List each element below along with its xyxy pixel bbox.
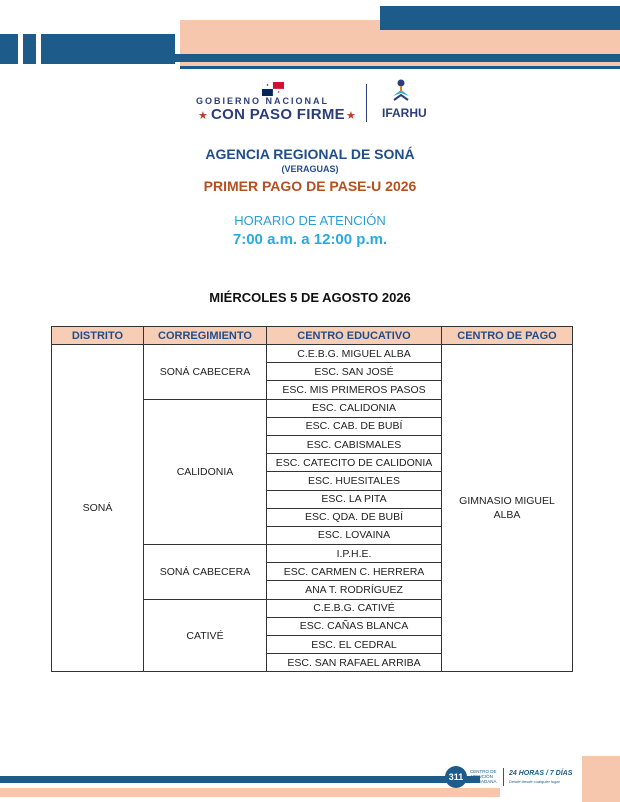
school-cell: C.E.B.G. MIGUEL ALBA [267, 345, 442, 363]
school-cell: C.E.B.G. CATIVÉ [267, 599, 442, 617]
school-cell: ESC. SAN JOSÉ [267, 363, 442, 381]
logo-divider [366, 84, 367, 122]
header-navy-mid-band [150, 54, 620, 62]
table-header-row [52, 327, 573, 345]
school-cell: ESC. LOVAINA [267, 526, 442, 544]
ifarhu-emblem-icon [389, 78, 413, 109]
school-cell: ESC. CAÑAS BLANCA [267, 617, 442, 635]
footer-peach-band [0, 788, 500, 797]
header-thin-line [180, 66, 620, 69]
gov-logo-small-text: GOBIERNO NACIONAL [196, 96, 329, 106]
hours-label: HORARIO DE ATENCIÓN [234, 213, 386, 228]
payment-center-label: GIMNASIO MIGUEL ALBA [459, 495, 555, 522]
table-row [52, 345, 573, 363]
school-cell: ESC. SAN RAFAEL ARRIBA [267, 654, 442, 672]
school-cell: ESC. CAB. DE BUBÍ [267, 417, 442, 435]
footer-divider [503, 768, 504, 786]
footer-center-label: CENTRO DE ATENCIÓN CIUDADANA [470, 769, 497, 784]
school-cell: ESC. CATECITO DE CALIDONIA [267, 454, 442, 472]
column-header-centro-educativo: CENTRO EDUCATIVO [267, 327, 442, 345]
schedule-table [51, 326, 573, 672]
star-icon: ★ [346, 110, 356, 122]
corregimiento-cell: CATIVÉ [144, 599, 267, 672]
column-header-centro-pago: CENTRO DE PAGO [442, 327, 573, 345]
corregimiento-cell: SONÁ CABECERA [144, 545, 267, 600]
school-cell: ESC. CARMEN C. HERRERA [267, 563, 442, 581]
footer-subtext: Desde desde cualquier lugar [509, 779, 560, 784]
school-cell: ESC. CABISMALES [267, 435, 442, 453]
distrito-cell: SONÁ [52, 345, 144, 672]
payment-title: PRIMER PAGO DE PASE-U 2026 [203, 178, 417, 194]
footer-navy-band [0, 776, 480, 783]
footer-corner-block [582, 756, 620, 802]
star-icon: ★ [198, 110, 208, 122]
footer-311-badge: 311 [445, 766, 467, 788]
header-navy-block [0, 34, 175, 64]
header-stripe [36, 34, 41, 64]
header-navy-top-band [380, 6, 620, 30]
schedule-date: MIÉRCOLES 5 DE AGOSTO 2026 [209, 290, 411, 305]
school-cell: ESC. LA PITA [267, 490, 442, 508]
school-cell: ESC. HUESITALES [267, 472, 442, 490]
school-cell: ESC. MIS PRIMEROS PASOS [267, 381, 442, 399]
corregimiento-cell: SONÁ CABECERA [144, 345, 267, 400]
region-subtitle: (VERAGUAS) [281, 164, 339, 174]
column-header-distrito: DISTRITO [52, 327, 144, 345]
school-cell: ESC. CALIDONIA [267, 399, 442, 417]
hours-value: 7:00 a.m. a 12:00 p.m. [232, 231, 388, 248]
school-cell: ESC. QDA. DE BUBÍ [267, 508, 442, 526]
ifarhu-logo-text: IFARHU [382, 106, 427, 120]
footer-hours: 24 HORAS / 7 DÍAS [509, 770, 573, 777]
header-stripe [18, 34, 23, 64]
school-cell: ESC. EL CEDRAL [267, 636, 442, 654]
corregimiento-cell: CALIDONIA [144, 399, 267, 545]
column-header-corregimiento: CORREGIMIENTO [144, 327, 267, 345]
school-cell: ANA T. RODRÍGUEZ [267, 581, 442, 599]
school-cell: I.P.H.E. [267, 545, 442, 563]
payment-center-cell [442, 345, 573, 672]
gov-logo-big-text: CON PASO FIRME [211, 106, 345, 123]
agency-title: AGENCIA REGIONAL DE SONÁ [205, 146, 415, 162]
